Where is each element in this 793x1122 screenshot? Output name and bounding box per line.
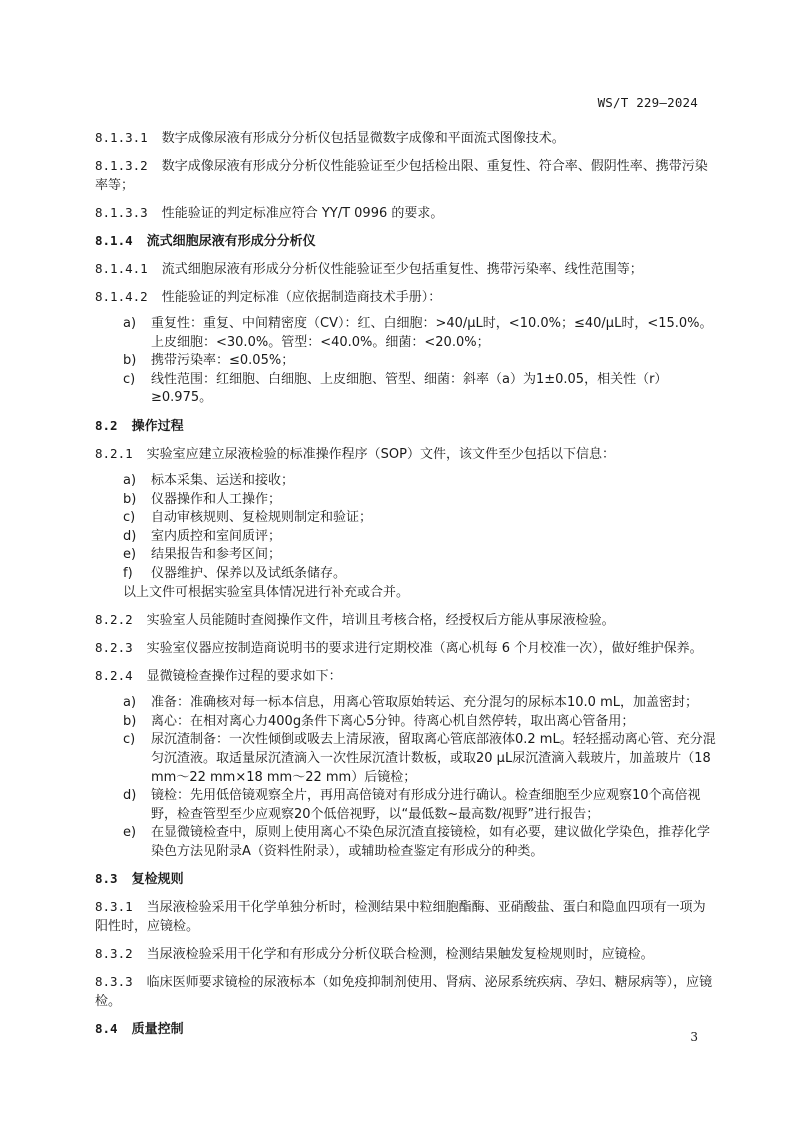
clause-number: 8.2.2: [95, 612, 133, 628]
clause-8-1-4-1: [95, 259, 718, 279]
list-marker: b): [123, 713, 137, 729]
clause-8-1-3-2: [95, 156, 718, 195]
clause-text: 实验室人员能随时查阅操作文件，培训且考核合格，经授权后方能从事尿液检验。: [146, 613, 615, 629]
clause-text: 当尿液检验采用干化学和有形成分分析仪联合检测，检测结果触发复检规则时，应镜检。: [146, 947, 654, 963]
section-number: 8.3: [95, 871, 118, 887]
clause-number: 8.2.3: [95, 640, 133, 656]
list-text: 重复性：重复、中间精密度（CV）：红、白细胞：>40/μL时，<10.0%；≤40/μL时，<15.0%。上皮细胞：<30.0%。管型：<40.0%。细菌：<20.0%；: [151, 316, 713, 350]
list-text: 准备：准确核对每一标本信息，用离心管取原始转运、充分混匀的尿标本10.0 mL，加盖密封；: [151, 695, 698, 711]
list-text: 仪器操作和人工操作；: [151, 491, 282, 507]
list-text: 标本采集、运送和接收；: [151, 472, 295, 488]
clause-8-2-4: [95, 666, 718, 686]
clause-8-3-1: [95, 897, 718, 936]
list-item: [95, 824, 718, 861]
clause-8-1-4-2: [95, 287, 718, 307]
clause-number: 8.1.4.2: [95, 289, 148, 304]
section-number: 8.2: [95, 417, 118, 433]
list-item: [95, 528, 718, 547]
list-text: 镜检：先用低倍镜观察全片，再用高倍镜对有形成分进行确认。检查细胞至少应观察10个高倍视野，检查管型至少应观察20个低倍视野，以“最低数~最高数/视野”进行报告；: [151, 788, 701, 822]
clause-8-1-3-1: [95, 128, 718, 148]
clause-8-3-2: [95, 944, 718, 964]
list-marker: c): [123, 732, 136, 748]
list-text: 线性范围：红细胞、白细胞、上皮细胞、管型、细菌：斜率（a）为1±0.05，相关性（r）≥0.975。: [151, 371, 668, 406]
list-item: [95, 509, 718, 528]
list-marker: c): [123, 510, 136, 526]
list-item: [95, 352, 718, 371]
list-item: [95, 713, 718, 732]
clause-text: 数字成像尿液有形成分分析仪性能验证至少包括检出限、重复性、符合率、假阴性率、携带污染率等；: [95, 159, 708, 193]
section-number: 8.4: [95, 1021, 118, 1037]
clause-text: 性能验证的判定标准（应依据制造商技术手册）：: [161, 290, 442, 305]
clause-text: 实验室仪器应按制造商说明书的要求进行定期校准（离心机每 6 个月校准一次），做好维护保养。: [146, 641, 703, 657]
clause-number: 8.1.4.1: [95, 261, 148, 276]
list-item: [95, 491, 718, 510]
list-marker: b): [123, 491, 137, 507]
section-heading-8-1-4: [95, 231, 718, 251]
list-marker: e): [123, 825, 137, 841]
clause-text: 流式细胞尿液有形成分分析仪性能验证至少包括重复性、携带污染率、线性范围等；: [161, 262, 643, 277]
document-code: WS/T 229—2024: [597, 95, 698, 110]
list-item: [95, 371, 718, 408]
list-marker: a): [123, 472, 137, 488]
list-marker: a): [123, 316, 137, 331]
list-text: 结果报告和参考区间；: [151, 547, 282, 563]
clause-number: 8.1.3.2: [95, 158, 148, 173]
list-text: 自动审核规则、复检规则制定和验证；: [151, 510, 373, 526]
list-marker: b): [123, 353, 137, 369]
list-item: [95, 731, 718, 787]
sop-list: [95, 472, 718, 602]
section-title: 质量控制: [131, 1022, 184, 1038]
microscopy-steps-list: [95, 694, 718, 861]
clause-number: 8.1.3.3: [95, 205, 148, 220]
list-text: 室内质控和室间质评；: [151, 528, 282, 544]
clause-number: 8.1.3.1: [95, 130, 148, 145]
page-number: 3: [690, 1030, 698, 1044]
list-item: [95, 694, 718, 713]
list-text: 携带污染率：≤0.05%；: [151, 353, 295, 369]
criteria-list: [95, 315, 718, 408]
list-note: 以上文件可根据实验室具体情况进行补充或合并。: [123, 584, 410, 600]
list-item: [95, 315, 718, 352]
section-heading-8-4: [95, 1019, 718, 1039]
list-marker: d): [123, 528, 137, 544]
list-marker: e): [123, 547, 137, 563]
clause-text: 性能验证的判定标准应符合 YY/T 0996 的要求。: [161, 206, 444, 221]
section-title: 流式细胞尿液有形成分分析仪: [146, 234, 316, 249]
clause-text: 显微镜检查操作过程的要求如下：: [146, 669, 342, 685]
list-marker: d): [123, 788, 137, 804]
list-text: 尿沉渣制备：一次性倾倒或吸去上清尿液，留取离心管底部液体0.2 mL。轻轻摇动离心管、充分混匀沉渣液。取适量尿沉渣滴入一次性尿沉渣计数板，或取20 μL尿沉渣滴入载玻片，加盖玻片（18 mm～22 mm×18 mm～22 mm）后镜检；: [151, 732, 716, 785]
clause-text: 数字成像尿液有形成分分析仪包括显微数字成像和平面流式图像技术。: [161, 131, 565, 146]
clause-number: 8.3.3: [95, 974, 133, 990]
list-text: 仪器维护、保养以及试纸条储存。: [151, 565, 347, 581]
clause-8-1-3-3: [95, 203, 718, 223]
clause-number: 8.2.4: [95, 668, 133, 684]
list-item: [95, 546, 718, 565]
list-item: [95, 787, 718, 824]
list-item: [95, 565, 718, 584]
list-marker: c): [123, 371, 136, 387]
section-title: 复检规则: [131, 872, 184, 888]
clause-8-2-3: [95, 638, 718, 658]
clause-8-2-2: [95, 610, 718, 630]
section-title: 操作过程: [131, 418, 184, 434]
clause-text: 当尿液检验采用干化学单独分析时，检测结果中粒细胞酯酶、亚硝酸盐、蛋白和隐血四项有一项为阳性时，应镜检。: [95, 900, 706, 935]
list-item: [95, 472, 718, 491]
clause-8-2-1: [95, 444, 718, 464]
list-marker: a): [123, 695, 137, 711]
clause-text: 临床医师要求镜检的尿液标本（如免疫抑制剂使用、肾病、泌尿系统疾病、孕妇、糖尿病等），应镜检。: [95, 975, 713, 1010]
list-text: 离心：在相对离心力400g条件下离心5分钟。待离心机自然停转，取出离心管备用；: [151, 713, 635, 729]
list-text: 在显微镜检查中，原则上使用离心不染色尿沉渣直接镜检，如有必要，建议做化学染色，推荐化学染色方法见附录A（资料性附录），或辅助检查鉴定有形成分的种类。: [151, 825, 711, 859]
clause-number: 8.3.2: [95, 946, 133, 962]
clause-number: 8.2.1: [95, 445, 133, 461]
clause-8-3-3: [95, 972, 718, 1011]
document-body: [95, 128, 718, 1039]
section-heading-8-3: [95, 869, 718, 889]
section-heading-8-2: [95, 416, 718, 436]
section-number: 8.1.4: [95, 233, 133, 248]
list-marker: f): [123, 565, 133, 581]
clause-number: 8.3.1: [95, 899, 133, 915]
clause-text: 实验室应建立尿液检验的标准操作程序（SOP）文件，该文件至少包括以下信息：: [146, 446, 615, 462]
